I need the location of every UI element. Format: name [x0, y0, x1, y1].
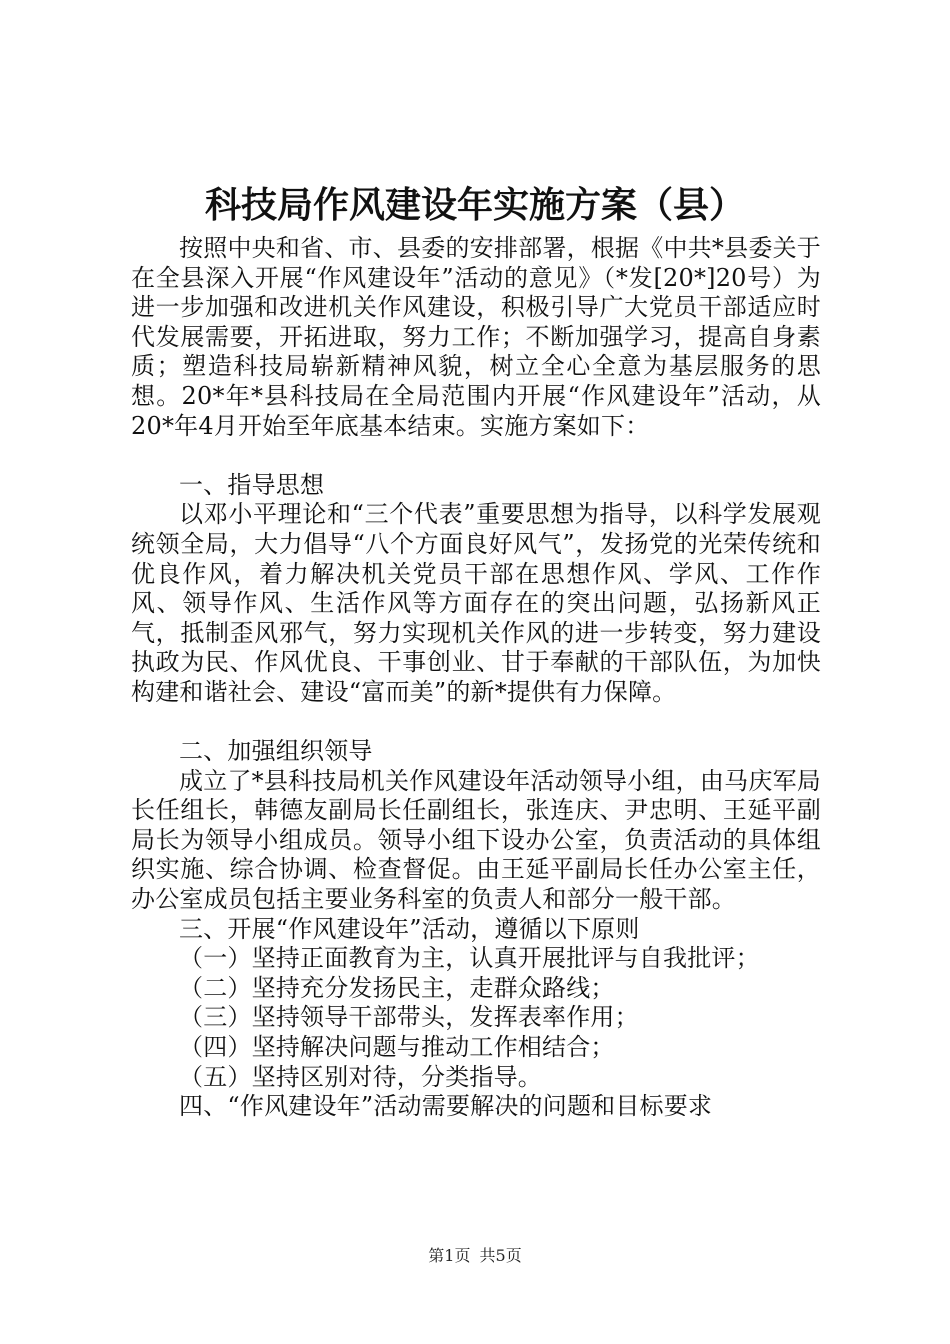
section-3-heading: 三、开展“作风建设年”活动，遵循以下原则 — [179, 914, 640, 943]
principle-item: （二）坚持充分发扬民主，走群众路线； — [179, 973, 615, 1002]
paragraph-spacer — [131, 708, 821, 738]
section-1-heading: 一、指导思想 — [179, 470, 325, 499]
principle-item: （五）坚持区别对待，分类指导。 — [179, 1062, 542, 1091]
paragraph-spacer — [131, 441, 821, 471]
principle-item: （一）坚持正面教育为主，认真开展批评与自我批评； — [179, 944, 760, 973]
section-2-paragraph: 成立了*县科技局机关作风建设年活动领导小组，由马庆军局长任组长，韩德友副局长任副组长，张连庆、尹忠明、王延平副局长为领导小组成员。领导小组下设办公室，负责活动的具体组织实施、综合协调、检查督促。由王延平副局长任办公室主任，办公室成员包括主要业务科室的负责人和部分一般干部。 — [131, 766, 821, 914]
intro-paragraph: 按照中央和省、市、县委的安排部署，根据《中共*县委关于在全县深入开展“作风建设年”活动的意见》（*发[20*]20号）为进一步加强和改进机关作风建设，积极引导广大党员干部适应时代发展需要，开拓进取，努力工作；不断加强学习，提高自身素质；塑造科技局崭新精神风貌，树立全心全意为基层服务的思想。20*年*县科技局在全局范围内开展“作风建设年”活动，从20*年4月开始至年底基本结束。实施方案如下： — [131, 234, 821, 440]
page-number-total: 共5页 — [479, 1246, 522, 1265]
section-1-paragraph: 以邓小平理论和“三个代表”重要思想为指导，以科学发展观统领全局，大力倡导“八个方面良好风气”，发扬党的光荣传统和优良作风，着力解决机关党员干部在思想作风、学风、工作作风、领导作风、生活作风等方面存在的突出问题，弘扬新风正气，抵制歪风邪气，努力实现机关作风的进一步转变，努力建设执政为民、作风优良、干事创业、甘于奉献的干部队伍，为加快构建和谐社会、建设“富而美”的新*提供有力保障。 — [131, 500, 821, 706]
document-title: 科技局作风建设年实施方案（县） — [204, 184, 745, 226]
page-footer — [0, 1246, 950, 1266]
section-4-heading: 四、“作风建设年”活动需要解决的问题和目标要求 — [179, 1092, 713, 1121]
principle-item: （四）坚持解决问题与推动工作相结合； — [179, 1033, 615, 1062]
page-number-current: 第1页 — [428, 1246, 471, 1265]
principle-item: （三）坚持领导干部带头，发挥表率作用； — [179, 1003, 639, 1032]
section-2-heading: 二、加强组织领导 — [179, 737, 373, 766]
document-body — [131, 234, 821, 1122]
